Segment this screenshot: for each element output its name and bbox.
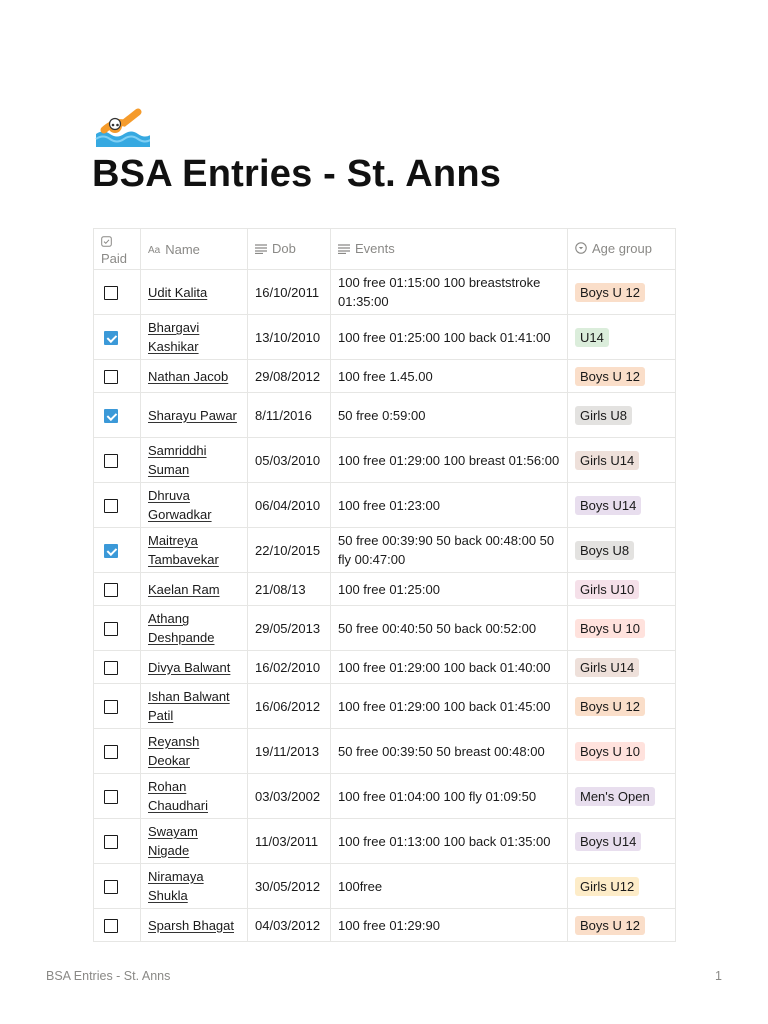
name-cell <box>141 774 248 819</box>
paid-cell <box>94 651 141 684</box>
dob-cell: 21/08/13 <box>248 573 331 606</box>
column-header-name[interactable] <box>141 229 248 270</box>
age-group-tag: Girls U10 <box>575 580 639 599</box>
column-header-label: Paid <box>101 251 128 266</box>
name-link[interactable]: Divya Balwant <box>148 659 231 675</box>
dob-cell: 8/11/2016 <box>248 393 331 438</box>
column-header-events[interactable] <box>331 229 568 270</box>
paid-checkbox[interactable] <box>104 286 118 300</box>
age-group-cell <box>568 684 676 729</box>
age-group-cell <box>568 483 676 528</box>
age-group-tag: Boys U 10 <box>575 742 645 761</box>
paid-cell <box>94 819 141 864</box>
paid-cell <box>94 315 141 360</box>
age-group-cell <box>568 528 676 573</box>
events-cell: 100 free 01:29:00 100 back 01:40:00 <box>331 651 568 684</box>
age-group-cell <box>568 651 676 684</box>
name-link[interactable]: Bhargavi Kashikar <box>148 320 200 354</box>
age-group-cell <box>568 360 676 393</box>
paid-checkbox[interactable] <box>104 583 118 597</box>
dob-cell: 04/03/2012 <box>248 909 331 942</box>
name-link[interactable]: Ishan Balwant Patil <box>148 689 230 723</box>
table-row <box>94 573 676 606</box>
paid-cell <box>94 864 141 909</box>
name-link[interactable]: Kaelan Ram <box>148 581 220 597</box>
age-group-tag: Girls U8 <box>575 406 632 425</box>
age-group-cell <box>568 315 676 360</box>
paid-checkbox[interactable] <box>104 331 118 345</box>
events-cell: 50 free 0:59:00 <box>331 393 568 438</box>
dob-cell: 19/11/2013 <box>248 729 331 774</box>
name-link[interactable]: Dhruva Gorwadkar <box>148 488 212 522</box>
entries-table <box>93 228 676 942</box>
column-header-label: Events <box>355 240 395 256</box>
paid-cell <box>94 528 141 573</box>
column-header-label: Age group <box>592 240 652 256</box>
table-row <box>94 360 676 393</box>
paid-cell <box>94 774 141 819</box>
age-group-cell <box>568 864 676 909</box>
age-group-cell <box>568 606 676 651</box>
dob-cell: 06/04/2010 <box>248 483 331 528</box>
paid-cell <box>94 360 141 393</box>
events-cell: 100 free 01:13:00 100 back 01:35:00 <box>331 819 568 864</box>
table-row <box>94 774 676 819</box>
select-circle-icon <box>575 242 587 257</box>
name-cell <box>141 483 248 528</box>
person-swimming-icon <box>94 103 150 147</box>
name-cell <box>141 573 248 606</box>
age-group-tag: Boys U14 <box>575 832 641 851</box>
dob-cell: 29/05/2013 <box>248 606 331 651</box>
paid-cell <box>94 393 141 438</box>
paid-checkbox[interactable] <box>104 835 118 849</box>
name-cell <box>141 729 248 774</box>
events-cell: 100 free 01:25:00 <box>331 573 568 606</box>
name-cell <box>141 651 248 684</box>
name-link[interactable]: Samriddhi Suman <box>148 443 207 477</box>
dob-cell: 30/05/2012 <box>248 864 331 909</box>
table-row <box>94 864 676 909</box>
events-cell: 100free <box>331 864 568 909</box>
events-cell: 100 free 01:29:00 100 back 01:45:00 <box>331 684 568 729</box>
dob-cell: 16/02/2010 <box>248 651 331 684</box>
name-cell <box>141 528 248 573</box>
column-header-label: Name <box>165 241 200 257</box>
name-cell <box>141 360 248 393</box>
table-row <box>94 684 676 729</box>
name-cell <box>141 393 248 438</box>
column-header-label: Dob <box>272 240 296 256</box>
age-group-cell <box>568 819 676 864</box>
dob-cell: 16/06/2012 <box>248 684 331 729</box>
age-group-cell <box>568 909 676 942</box>
paid-cell <box>94 606 141 651</box>
age-group-cell <box>568 573 676 606</box>
name-cell <box>141 438 248 483</box>
table-row <box>94 528 676 573</box>
age-group-tag: Girls U14 <box>575 658 639 677</box>
name-cell <box>141 606 248 651</box>
paid-checkbox[interactable] <box>104 919 118 933</box>
paid-cell <box>94 438 141 483</box>
name-link[interactable]: Swayam Nigade <box>148 824 198 858</box>
age-group-cell <box>568 774 676 819</box>
name-cell <box>141 315 248 360</box>
text-lines-icon <box>255 242 267 257</box>
age-group-tag: Boys U 12 <box>575 697 645 716</box>
dob-cell: 29/08/2012 <box>248 360 331 393</box>
table-row <box>94 483 676 528</box>
column-header-dob[interactable] <box>248 229 331 270</box>
table-row <box>94 315 676 360</box>
age-group-cell <box>568 270 676 315</box>
events-cell: 100 free 01:04:00 100 fly 01:09:50 <box>331 774 568 819</box>
events-cell: 50 free 00:39:90 50 back 00:48:00 50 fly 00:47:00 <box>331 528 568 573</box>
paid-checkbox[interactable] <box>104 454 118 468</box>
name-link[interactable]: Nathan Jacob <box>148 368 229 384</box>
checkbox-icon <box>101 235 133 250</box>
name-cell <box>141 909 248 942</box>
dob-cell: 16/10/2011 <box>248 270 331 315</box>
title-aa-icon: Aa <box>148 244 161 256</box>
paid-checkbox[interactable] <box>104 661 118 675</box>
age-group-tag: Men's Open <box>575 787 655 806</box>
dob-cell: 22/10/2015 <box>248 528 331 573</box>
name-link[interactable]: Maitreya Tambavekar <box>148 533 219 567</box>
name-cell <box>141 819 248 864</box>
events-cell: 100 free 01:29:00 100 breast 01:56:00 <box>331 438 568 483</box>
age-group-tag: Boys U8 <box>575 541 634 560</box>
age-group-tag: Girls U12 <box>575 877 639 896</box>
paid-cell <box>94 684 141 729</box>
events-cell: 100 free 01:15:00 100 breaststroke 01:35:00 <box>331 270 568 315</box>
paid-checkbox[interactable] <box>104 499 118 513</box>
page-title: BSA Entries - St. Anns <box>92 153 502 195</box>
paid-cell <box>94 573 141 606</box>
paid-checkbox[interactable] <box>104 544 118 558</box>
events-cell: 100 free 01:25:00 100 back 01:41:00 <box>331 315 568 360</box>
name-cell <box>141 684 248 729</box>
table-row <box>94 729 676 774</box>
age-group-tag: Boys U 12 <box>575 283 645 302</box>
age-group-tag: U14 <box>575 328 609 347</box>
paid-checkbox[interactable] <box>104 622 118 636</box>
table-row <box>94 270 676 315</box>
age-group-cell <box>568 729 676 774</box>
column-header-paid[interactable] <box>94 229 141 270</box>
paid-checkbox[interactable] <box>104 370 118 384</box>
age-group-cell <box>568 438 676 483</box>
dob-cell: 11/03/2011 <box>248 819 331 864</box>
table-row <box>94 606 676 651</box>
dob-cell: 03/03/2002 <box>248 774 331 819</box>
name-link[interactable]: Udit Kalita <box>148 284 208 300</box>
name-link[interactable]: Athang Deshpande <box>148 611 215 645</box>
name-cell <box>141 864 248 909</box>
dob-cell: 05/03/2010 <box>248 438 331 483</box>
table-row <box>94 438 676 483</box>
events-cell: 50 free 00:39:50 50 breast 00:48:00 <box>331 729 568 774</box>
text-lines-icon <box>338 242 350 257</box>
events-cell: 50 free 00:40:50 50 back 00:52:00 <box>331 606 568 651</box>
table-body <box>94 270 676 942</box>
name-link[interactable]: Sharayu Pawar <box>148 407 237 423</box>
column-header-age-group[interactable] <box>568 229 676 270</box>
table-row <box>94 909 676 942</box>
dob-cell: 13/10/2010 <box>248 315 331 360</box>
name-link[interactable]: Reyansh Deokar <box>148 734 200 768</box>
paid-cell <box>94 909 141 942</box>
paid-checkbox[interactable] <box>104 700 118 714</box>
table-row <box>94 819 676 864</box>
footer-page-number: 1 <box>715 969 722 983</box>
age-group-tag: Boys U 12 <box>575 367 645 386</box>
table-row <box>94 651 676 684</box>
age-group-tag: Boys U14 <box>575 496 641 515</box>
paid-checkbox[interactable] <box>104 880 118 894</box>
name-link[interactable]: Sparsh Bhagat <box>148 917 235 933</box>
footer-document-title: BSA Entries - St. Anns <box>46 969 171 983</box>
paid-checkbox[interactable] <box>104 409 118 423</box>
events-cell: 100 free 01:23:00 <box>331 483 568 528</box>
age-group-tag: Boys U 10 <box>575 619 645 638</box>
age-group-tag: Boys U 12 <box>575 916 645 935</box>
name-link[interactable]: Rohan Chaudhari <box>148 779 208 813</box>
events-cell: 100 free 1.45.00 <box>331 360 568 393</box>
table-row <box>94 393 676 438</box>
paid-checkbox[interactable] <box>104 745 118 759</box>
paid-cell <box>94 270 141 315</box>
name-cell <box>141 270 248 315</box>
age-group-tag: Girls U14 <box>575 451 639 470</box>
paid-checkbox[interactable] <box>104 790 118 804</box>
name-link[interactable]: Niramaya Shukla <box>148 869 204 903</box>
events-cell: 100 free 01:29:90 <box>331 909 568 942</box>
paid-cell <box>94 483 141 528</box>
age-group-cell <box>568 393 676 438</box>
paid-cell <box>94 729 141 774</box>
table-header-row <box>94 229 676 270</box>
